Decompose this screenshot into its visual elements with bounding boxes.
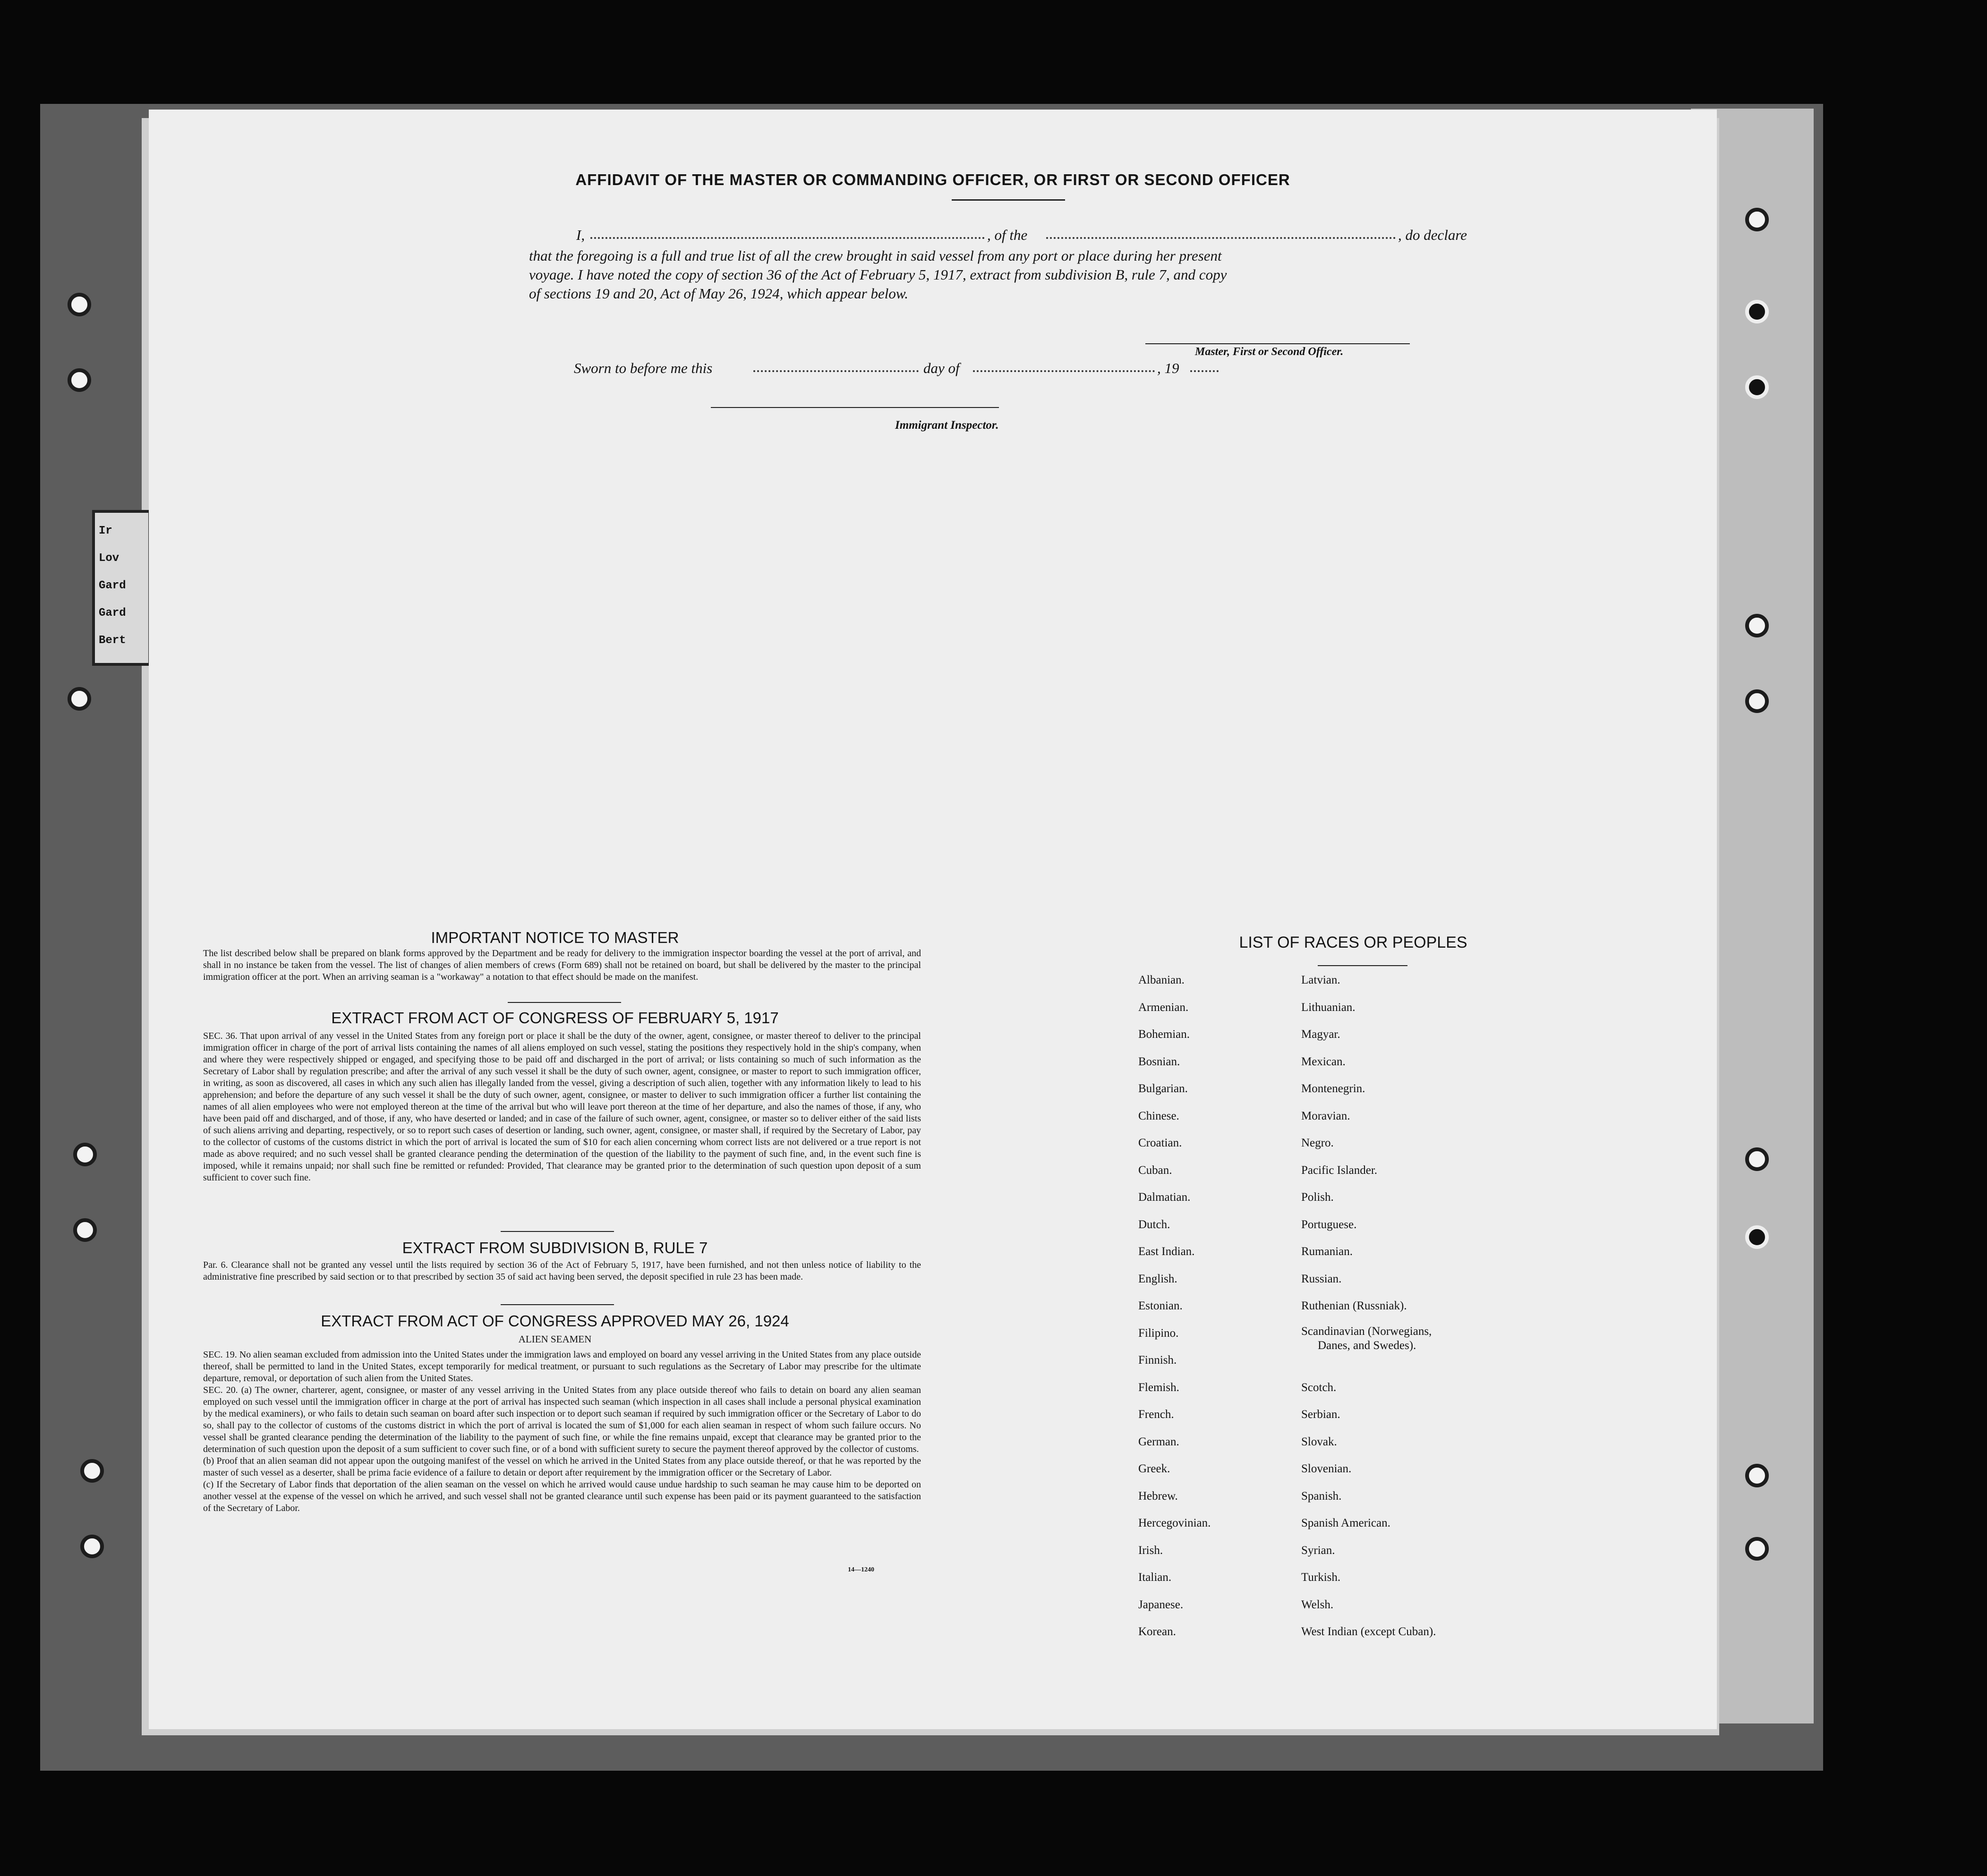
stamp-line: Bert xyxy=(99,634,126,647)
race-item: Polish. xyxy=(1301,1191,1334,1204)
race-item: East Indian. xyxy=(1138,1245,1195,1258)
punch-hole xyxy=(1745,208,1769,231)
races-underline xyxy=(1318,965,1407,966)
affidavit-do-declare: , do declare xyxy=(1398,227,1467,243)
race-item: Welsh. xyxy=(1301,1598,1334,1611)
stamp-line: Gard xyxy=(99,579,126,592)
affidavit-body xyxy=(529,246,1497,303)
sworn-year-field[interactable] xyxy=(1190,370,1219,372)
sworn-month-field[interactable] xyxy=(973,370,1155,372)
punch-hole xyxy=(68,368,91,392)
race-item: Finnish. xyxy=(1138,1354,1177,1367)
punch-hole xyxy=(1745,1537,1769,1561)
sec19-text: SEC. 19. No alien seaman excluded from admission into the United States under the immigration laws and employed on board any vessel arriving in the United States from any place outside thereof, shall be permitted to land in the United States, except temporarily for medical treatment, or pursuant to such regulations as the Secretary of Labor may prescribe for the ultimate departure, removal, or deportation of such alien from the United States. xyxy=(203,1350,921,1384)
punch-hole xyxy=(1745,300,1769,323)
punch-hole xyxy=(80,1459,104,1483)
race-item: Portuguese. xyxy=(1301,1218,1357,1231)
race-item: Slovenian. xyxy=(1301,1462,1352,1475)
race-item: Ruthenian (Russniak). xyxy=(1301,1299,1407,1312)
race-item: German. xyxy=(1138,1435,1179,1448)
race-item: Bulgarian. xyxy=(1138,1082,1188,1095)
race-item: Albanian. xyxy=(1138,974,1185,986)
race-item: Turkish. xyxy=(1301,1571,1341,1584)
punch-hole xyxy=(1745,1147,1769,1171)
race-item: Scandinavian (Norwegians, xyxy=(1301,1324,1432,1338)
punch-hole xyxy=(80,1535,104,1558)
extract-1917-text: SEC. 36. That upon arrival of any vessel in the United States from any foreign port or place it shall be the duty of the owner, agent, consignee, or master thereof to deliver to the principal immigration officer in charge of the port of arrival lists containing the names of all aliens employed on such vessel, stating the positions they respectively hold in the ship's company, when and where they were respectively shipped or engaged, and specifying those to be paid off and discharged in the port of arrival; or lists containing so much of such information as the Secretary of Labor shall by regulation prescribe; and after the arrival of any such vessel it shall be the duty of such owner, agent, consignee, or master to report to such immigration officer, in writing, as soon as discovered, all cases in which any such alien has illegally landed from the vessel, giving a description of such alien, together with any information likely to lead to his apprehension; and before the departure of any such vessel it shall be the duty of such owner, agent, consignee, or master to deliver to such immigration officer a further list containing the names of all alien employees who were not employed thereon at the time of the arrival but who will leave port thereon at the time of her departure, and also the names of those, if any, who have been paid off and discharged, and of those, if any, who have deserted or landed; and in case of the failure of such owner, agent, consignee, or master so to deliver either of the said lists of such aliens arriving and departing, respectively, or so to report such cases of desertion or landing, such owner, agent, consignee, or master shall, if required by the Secretary of Labor, pay to the collector of customs of the customs district in which the port of arrival is located the sum of $10 for each alien concerning whom correct lists are not delivered or a true report is not made as above required; and no such vessel shall be granted clearance pending the determination of the question of the liability to the payment of such fine, and, in the event such fine is imposed, while it remains unpaid; nor shall such fine be remitted or refunded: Provided, That clearance may be granted prior to the determination of such question upon deposit of a sum sufficient to cover such fine. xyxy=(203,1031,921,1183)
race-item: Latvian. xyxy=(1301,974,1340,986)
race-item: Spanish American. xyxy=(1301,1517,1390,1529)
officer-name-field[interactable] xyxy=(590,237,985,239)
extract-1924-text xyxy=(203,1349,921,1514)
race-item: English. xyxy=(1138,1272,1177,1285)
affidavit-i-label: I, xyxy=(576,227,585,243)
race-item: Dalmatian. xyxy=(1138,1191,1191,1204)
punch-hole xyxy=(1745,689,1769,713)
race-item: Spanish. xyxy=(1301,1489,1342,1502)
race-item: Flemish. xyxy=(1138,1381,1179,1394)
races-title: LIST OF RACES OR PEOPLES xyxy=(1239,934,1467,951)
year-label: , 19 xyxy=(1157,360,1179,376)
form-page xyxy=(149,110,1717,1729)
sec20a-text: SEC. 20. (a) The owner, charterer, agent, consignee, or master of any vessel arriving in the United States from any place outside thereof who fails to detain on board any alien seaman employed on such vessel until the immigration officer in charge at the port of arrival has inspected such seaman (which inspection in all cases shall include a personal physical examination by the medical examiners), or who fails to detain such seaman on board after such inspection or to deport such seaman if required by such immigration officer or the Secretary of Labor to do so, shall pay to the collector of customs of the customs district in which the port of arrival is located the sum of $1,000 for each alien seaman in respect of whom such failure occurs. No vessel shall be granted clearance pending the determination of the liability to the payment of such fine, or while the fine remains unpaid, except that clearance may be granted prior to the determination of such question upon the deposit of a sum sufficient to cover such fine, or of a bond with sufficient surety to secure the payment thereof approved by the collector of customs. xyxy=(203,1385,921,1454)
race-item: West Indian (except Cuban). xyxy=(1301,1625,1436,1638)
divider xyxy=(508,1002,621,1003)
race-item: Filipino. xyxy=(1138,1326,1179,1340)
race-item: Bosnian. xyxy=(1138,1055,1180,1068)
sworn-label: Sworn to before me this xyxy=(574,360,713,376)
race-item: Hercegovinian. xyxy=(1138,1517,1211,1529)
title-underline xyxy=(952,199,1065,201)
punch-hole xyxy=(1745,375,1769,399)
extract-rule7-title: EXTRACT FROM SUBDIVISION B, RULE 7 xyxy=(402,1239,708,1256)
affidavit-title: AFFIDAVIT OF THE MASTER OR COMMANDING OFFICER, OR FIRST OR SECOND OFFICER xyxy=(575,171,1290,188)
inspector-signature-line[interactable] xyxy=(711,407,999,408)
divider xyxy=(501,1231,614,1232)
vessel-name-field[interactable] xyxy=(1046,237,1396,239)
race-item: Japanese. xyxy=(1138,1598,1184,1611)
form-number: 14—1240 xyxy=(848,1566,874,1573)
punch-hole xyxy=(1745,614,1769,637)
race-item: Greek. xyxy=(1138,1462,1170,1475)
race-item: Chinese. xyxy=(1138,1109,1179,1122)
race-item: Scotch. xyxy=(1301,1381,1337,1394)
punch-hole xyxy=(68,293,91,316)
stamp-line: Gard xyxy=(99,607,126,620)
extract-rule7-text: Par. 6. Clearance shall not be granted any vessel until the lists required by section 36 of the Act of February 5, 1917, have been furnished, and not then unless notice of liability to the administrative fine prescribed by said section or to that prescribed by section 35 of said act having been served, the deposit specified in rule 23 has been made. xyxy=(203,1260,921,1282)
punch-hole xyxy=(68,687,91,711)
race-item: Cuban. xyxy=(1138,1163,1172,1177)
race-item: Syrian. xyxy=(1301,1544,1335,1557)
punch-hole xyxy=(1745,1464,1769,1487)
punch-hole xyxy=(1745,1225,1769,1249)
race-item: Croatian. xyxy=(1138,1137,1182,1149)
race-item: Serbian. xyxy=(1301,1408,1340,1421)
race-item: Russian. xyxy=(1301,1272,1342,1285)
race-item: Rumanian. xyxy=(1301,1245,1353,1258)
race-item: Pacific Islander. xyxy=(1301,1163,1378,1177)
master-signature-label: Master, First or Second Officer. xyxy=(1195,346,1344,358)
race-item: Bohemian. xyxy=(1138,1028,1190,1041)
sec20b-text: (b) Proof that an alien seaman did not appear upon the outgoing manifest of the vessel on which he arrived in the United States from any place outside thereof, or that he was reported by the master of such vessel as a deserter, shall be prima facie evidence of a failure to detain or deport after requirement by the immigration officer or the Secretary of Labor. xyxy=(203,1456,921,1478)
extract-1924-title: EXTRACT FROM ACT OF CONGRESS APPROVED MAY 26, 1924 xyxy=(321,1312,789,1330)
race-item: Magyar. xyxy=(1301,1028,1340,1041)
divider xyxy=(501,1304,614,1305)
affidavit-line: that the foregoing is a full and true list of all the crew brought in said vessel from any port or place during her present xyxy=(529,247,1222,264)
day-of-label: day of xyxy=(923,360,960,376)
race-item: Moravian. xyxy=(1301,1109,1350,1122)
race-item: Dutch. xyxy=(1138,1218,1170,1231)
race-item: Estonian. xyxy=(1138,1299,1183,1312)
notice-title: IMPORTANT NOTICE TO MASTER xyxy=(431,929,679,946)
sec20c-text: (c) If the Secretary of Labor finds that deportation of the alien seaman on the vessel on which he arrived would cause undue hardship to such seaman he may cause him to be deported on another vessel at the expense of the vessel on which he arrived, and such vessel shall not be granted clearance until such expense has been paid or its payment guaranteed to the satisfaction of the Secretary of Labor. xyxy=(203,1479,921,1513)
race-item: Irish. xyxy=(1138,1544,1163,1557)
affidavit-of-the: , of the xyxy=(987,227,1028,243)
stamp-line: Lov xyxy=(99,552,119,565)
archive-stamp xyxy=(92,510,151,666)
punch-hole xyxy=(73,1143,97,1166)
race-item: Mexican. xyxy=(1301,1055,1346,1068)
race-item: Korean. xyxy=(1138,1625,1176,1638)
race-item: Lithuanian. xyxy=(1301,1001,1356,1014)
race-item: Armenian. xyxy=(1138,1001,1189,1014)
sworn-day-field[interactable] xyxy=(753,370,919,372)
race-item: Italian. xyxy=(1138,1571,1172,1584)
race-item: Danes, and Swedes). xyxy=(1318,1339,1416,1352)
race-item: Slovak. xyxy=(1301,1435,1337,1448)
inspector-label: Immigrant Inspector. xyxy=(895,419,999,432)
master-signature-line[interactable] xyxy=(1145,343,1410,344)
race-item: Montenegrin. xyxy=(1301,1082,1365,1095)
race-item: French. xyxy=(1138,1408,1174,1421)
affidavit-line: of sections 19 and 20, Act of May 26, 1924, which appear below. xyxy=(529,285,909,302)
stamp-line: Ir xyxy=(99,525,112,537)
notice-text: The list described below shall be prepared on blank forms approved by the Department and be ready for delivery to the immigration inspector boarding the vessel at the port of arrival, and shall in no instance be taken from the vessel. The list of changes of alien members of crews (Form 689) shall not be retained on board, but shall be delivered by the master to the principal immigration officer at the port. When an arriving seaman is a "workaway" a notation to that effect should be made on the manifest. xyxy=(203,948,921,982)
punch-hole xyxy=(73,1218,97,1242)
alien-seamen-subtitle: ALIEN SEAMEN xyxy=(518,1333,592,1345)
race-item: Hebrew. xyxy=(1138,1489,1178,1502)
affidavit-line: voyage. I have noted the copy of section 36 of the Act of February 5, 1917, extract from subdivision B, rule 7, and copy xyxy=(529,266,1227,283)
race-item: Negro. xyxy=(1301,1137,1334,1149)
extract-1917-title: EXTRACT FROM ACT OF CONGRESS OF FEBRUARY 5, 1917 xyxy=(331,1009,779,1027)
